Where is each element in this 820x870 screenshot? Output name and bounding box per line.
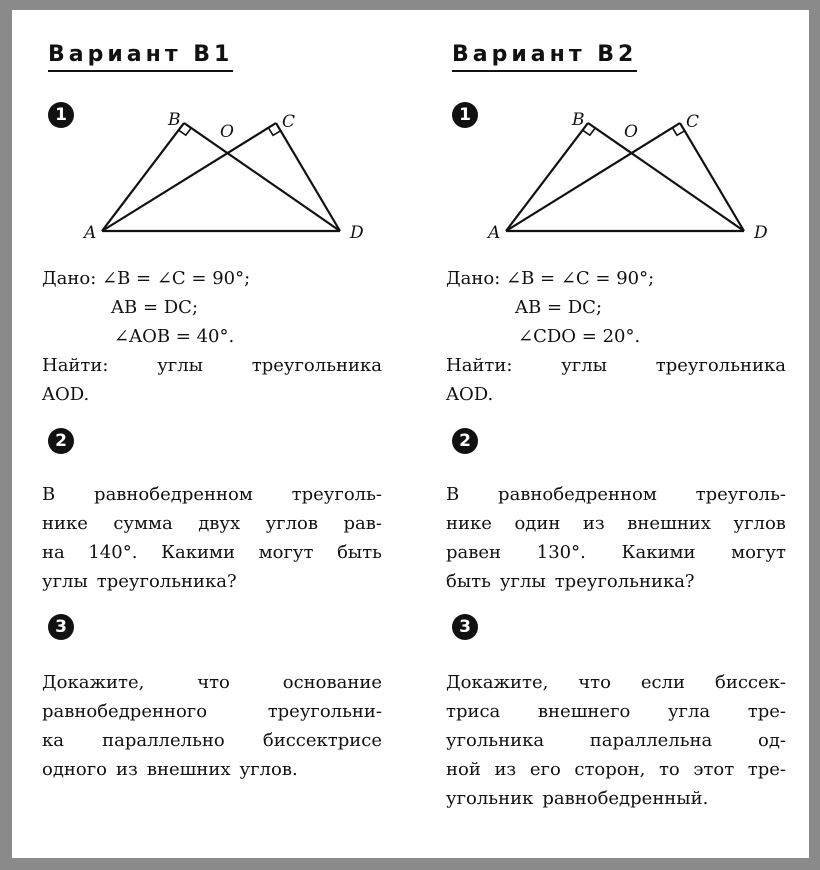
given-label: Дано: [42,268,97,289]
word: биссектрисе [262,730,382,751]
triangle-figure [474,102,804,252]
text-line [446,509,786,538]
word: тре- [747,759,786,780]
task-3-number-badge: 3 [452,614,478,640]
task-1-number-badge: 1 [452,102,478,128]
word: сумма [113,513,173,534]
word: нике [42,513,88,534]
word: внешних [627,513,711,534]
word: из [582,513,605,534]
task-1-text [42,264,387,409]
word: угла [667,701,711,722]
find-triangle: AOD. [446,384,494,405]
find-word: треугольника [251,355,382,376]
task-2-number-badge: 2 [452,428,478,454]
word: внешних [146,759,231,780]
word: треугольника? [96,571,237,592]
word: внешнего [537,701,631,722]
word: то [658,759,680,780]
word: треугольника? [554,571,695,592]
word: быть [446,571,491,592]
text-line [42,755,382,784]
word: Докажите, [446,672,549,693]
text-line [42,668,382,697]
vertex-label-c: C [686,112,700,132]
vertex-label-o: O [624,122,638,142]
vertex-label-d: D [754,223,768,243]
given-angles: ∠B = ∠C = 90°; [506,268,655,289]
text-line [446,755,786,784]
text-line [446,784,786,813]
text-line [42,726,382,755]
word: один [514,513,561,534]
task-1-text [446,264,791,409]
word: равнобедренном [498,484,657,505]
vertex-label-c: C [282,112,296,132]
word: могут [258,542,314,563]
variant-title: Вариант В2 [452,42,637,72]
task-1-number-badge: 1 [48,102,74,128]
worksheet-page [12,10,809,858]
text-line [446,697,786,726]
given-angles: ∠B = ∠C = 90°; [102,268,251,289]
text-line [42,697,382,726]
text-line [446,538,786,567]
word: из [494,759,517,780]
word: основание [282,672,382,693]
word: одного [42,759,108,780]
find-word: углы [561,355,608,376]
word: сторон, [574,759,646,780]
word: на [42,542,65,563]
text-line [42,567,382,596]
word: од- [757,730,786,751]
given-sides: AB = DC; [111,297,199,318]
word: угольника [446,730,545,751]
word: параллельна [589,730,713,751]
word: Какими [621,542,696,563]
vertex-label-d: D [350,223,364,243]
word: равнобедренного [42,701,208,722]
task-3-text [42,668,382,784]
given-sides: AB = DC; [515,297,603,318]
find-triangle: AOD. [42,384,90,405]
word: Какими [161,542,235,563]
word: этот [693,759,735,780]
word: треуголь- [695,484,786,505]
word: нике [446,513,492,534]
word: ной [446,759,481,780]
text-line [42,509,382,538]
word: углы [499,571,546,592]
task-2-text [446,480,786,596]
word: треугольни- [267,701,382,722]
find-label: Найти: [446,355,513,376]
word: триса [446,701,501,722]
word: ка [42,730,64,751]
text-line [42,538,382,567]
given-label: Дано: [446,268,501,289]
word: равнобедренный. [542,788,709,809]
variant-title: Вариант В1 [48,42,233,72]
task-3-number-badge: 3 [48,614,74,640]
word: равен [446,542,502,563]
word: В [42,484,56,505]
task-2-number-badge: 2 [48,428,74,454]
word: из [116,759,138,780]
word: рав- [343,513,382,534]
vertex-label-a: A [488,223,501,243]
word: Докажите, [42,672,145,693]
given-angle-value: ∠AOB = 40°. [114,326,235,347]
text-line [446,567,786,596]
word: быть [337,542,382,563]
triangle-figure [70,102,400,252]
word: 130°. [536,542,586,563]
given-angle-value: ∠CDO = 20°. [518,326,641,347]
word: углы [42,571,88,592]
word: его [529,759,561,780]
word: углов [265,513,319,534]
variant-1 [40,10,410,858]
word: 140°. [88,542,138,563]
word: равнобедренном [94,484,253,505]
text-line [42,480,382,509]
find-label: Найти: [42,355,109,376]
word: В [446,484,460,505]
word: угольник [446,788,534,809]
text-line [446,480,786,509]
word: биссек- [714,672,786,693]
word: что [578,672,611,693]
word: треуголь- [291,484,382,505]
word: если [640,672,686,693]
find-word: углы [157,355,204,376]
vertex-label-b: B [168,110,181,130]
word: двух [198,513,241,534]
word: что [197,672,230,693]
word: параллельно [102,730,225,751]
text-line [446,668,786,697]
vertex-label-b: B [572,110,585,130]
task-3-text [446,668,786,813]
vertex-label-o: O [220,122,234,142]
variant-2 [444,10,814,858]
text-line [446,726,786,755]
task-2-text [42,480,382,596]
word: углов [733,513,786,534]
find-word: треугольника [655,355,786,376]
word: могут [731,542,786,563]
word: тре- [747,701,786,722]
word: углов. [239,759,298,780]
vertex-label-a: A [84,223,97,243]
